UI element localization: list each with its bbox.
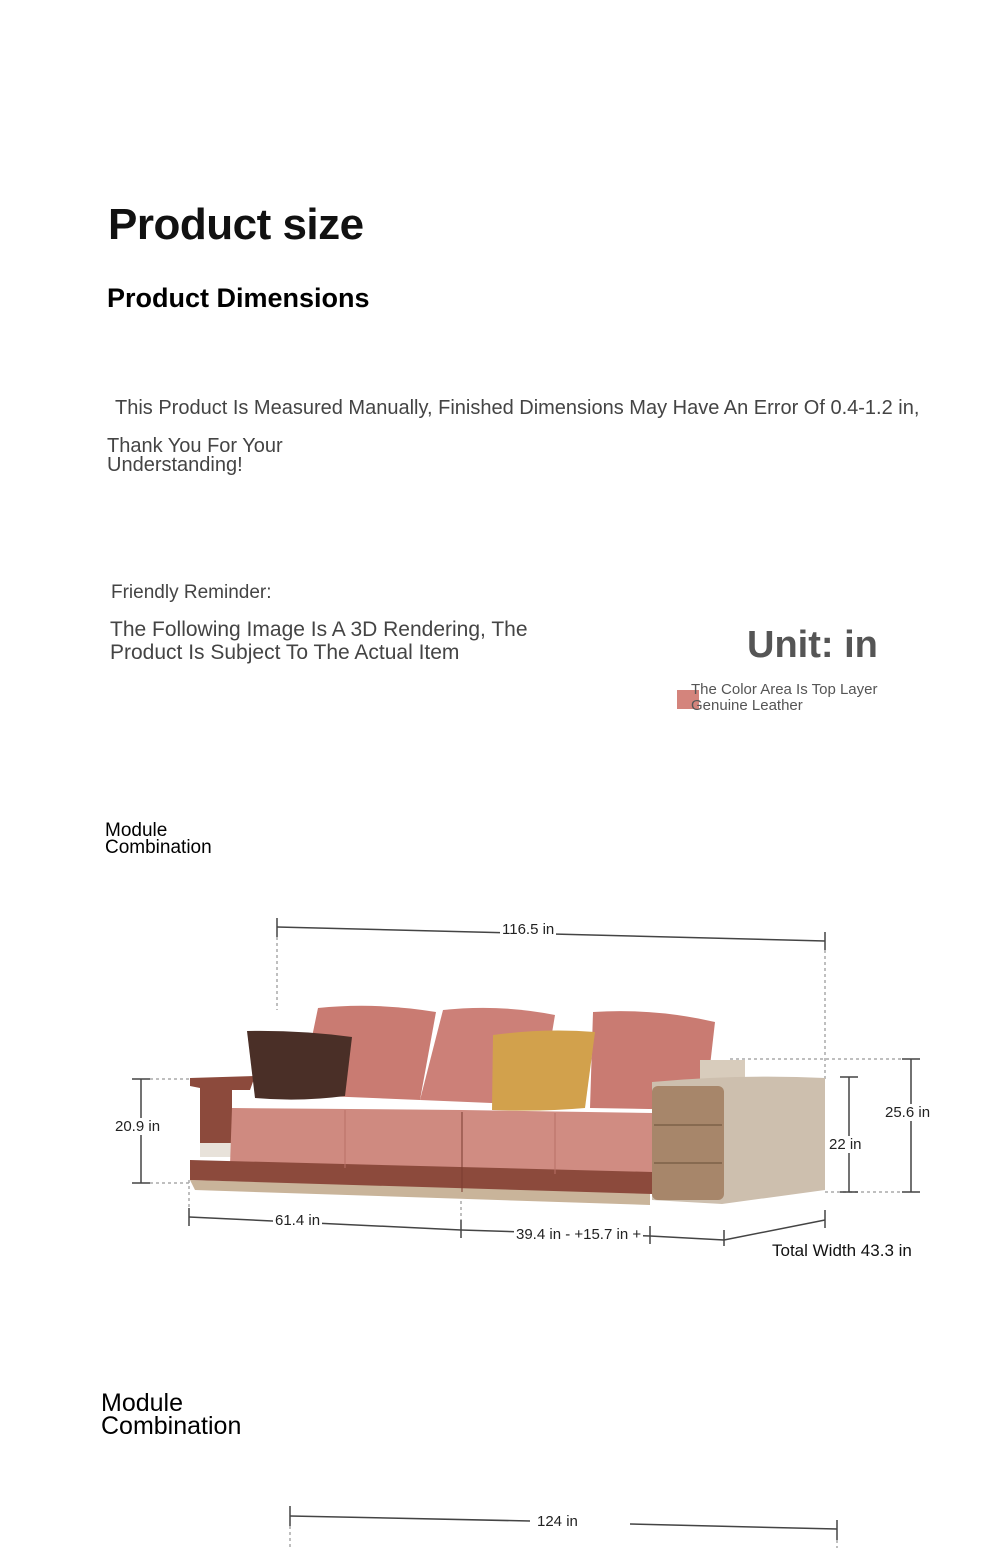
dim-left-length: 61.4 in: [275, 1212, 321, 1229]
unit-label: Unit: in: [747, 624, 878, 666]
module-combination-label-1: Module Combination: [105, 820, 212, 858]
thanks-notice: Thank You For Your Understanding!: [107, 435, 283, 476]
dim-right-length: 39.4 in - +15.7 in +: [516, 1226, 642, 1243]
measurement-notice: This Product Is Measured Manually, Finished Dimensions May Have An Error Of 0.4-1.2 in,: [115, 397, 920, 419]
sofa-illustration: [190, 1006, 825, 1205]
dim-total-width: Total Width 43.3 in: [772, 1241, 912, 1260]
module-combination-label-2: Module Combination: [101, 1389, 242, 1440]
leather-legend: The Color Area Is Top Layer Genuine Leather: [691, 681, 878, 714]
section-title: Product Dimensions: [107, 283, 370, 313]
dim-total-length: 116.5 in: [502, 921, 555, 938]
reminder-label: Friendly Reminder:: [111, 582, 272, 603]
dim-left-height: 20.9 in: [115, 1118, 161, 1135]
reminder-text: The Following Image Is A 3D Rendering, The Product Is Subject To The Actual Item: [110, 618, 528, 664]
dim-seat-height: 22 in: [829, 1136, 862, 1153]
dim-right-height: 25.6 in: [885, 1104, 931, 1121]
dim-total-length-2: 124 in: [537, 1513, 578, 1530]
page-title: Product size: [108, 200, 364, 249]
